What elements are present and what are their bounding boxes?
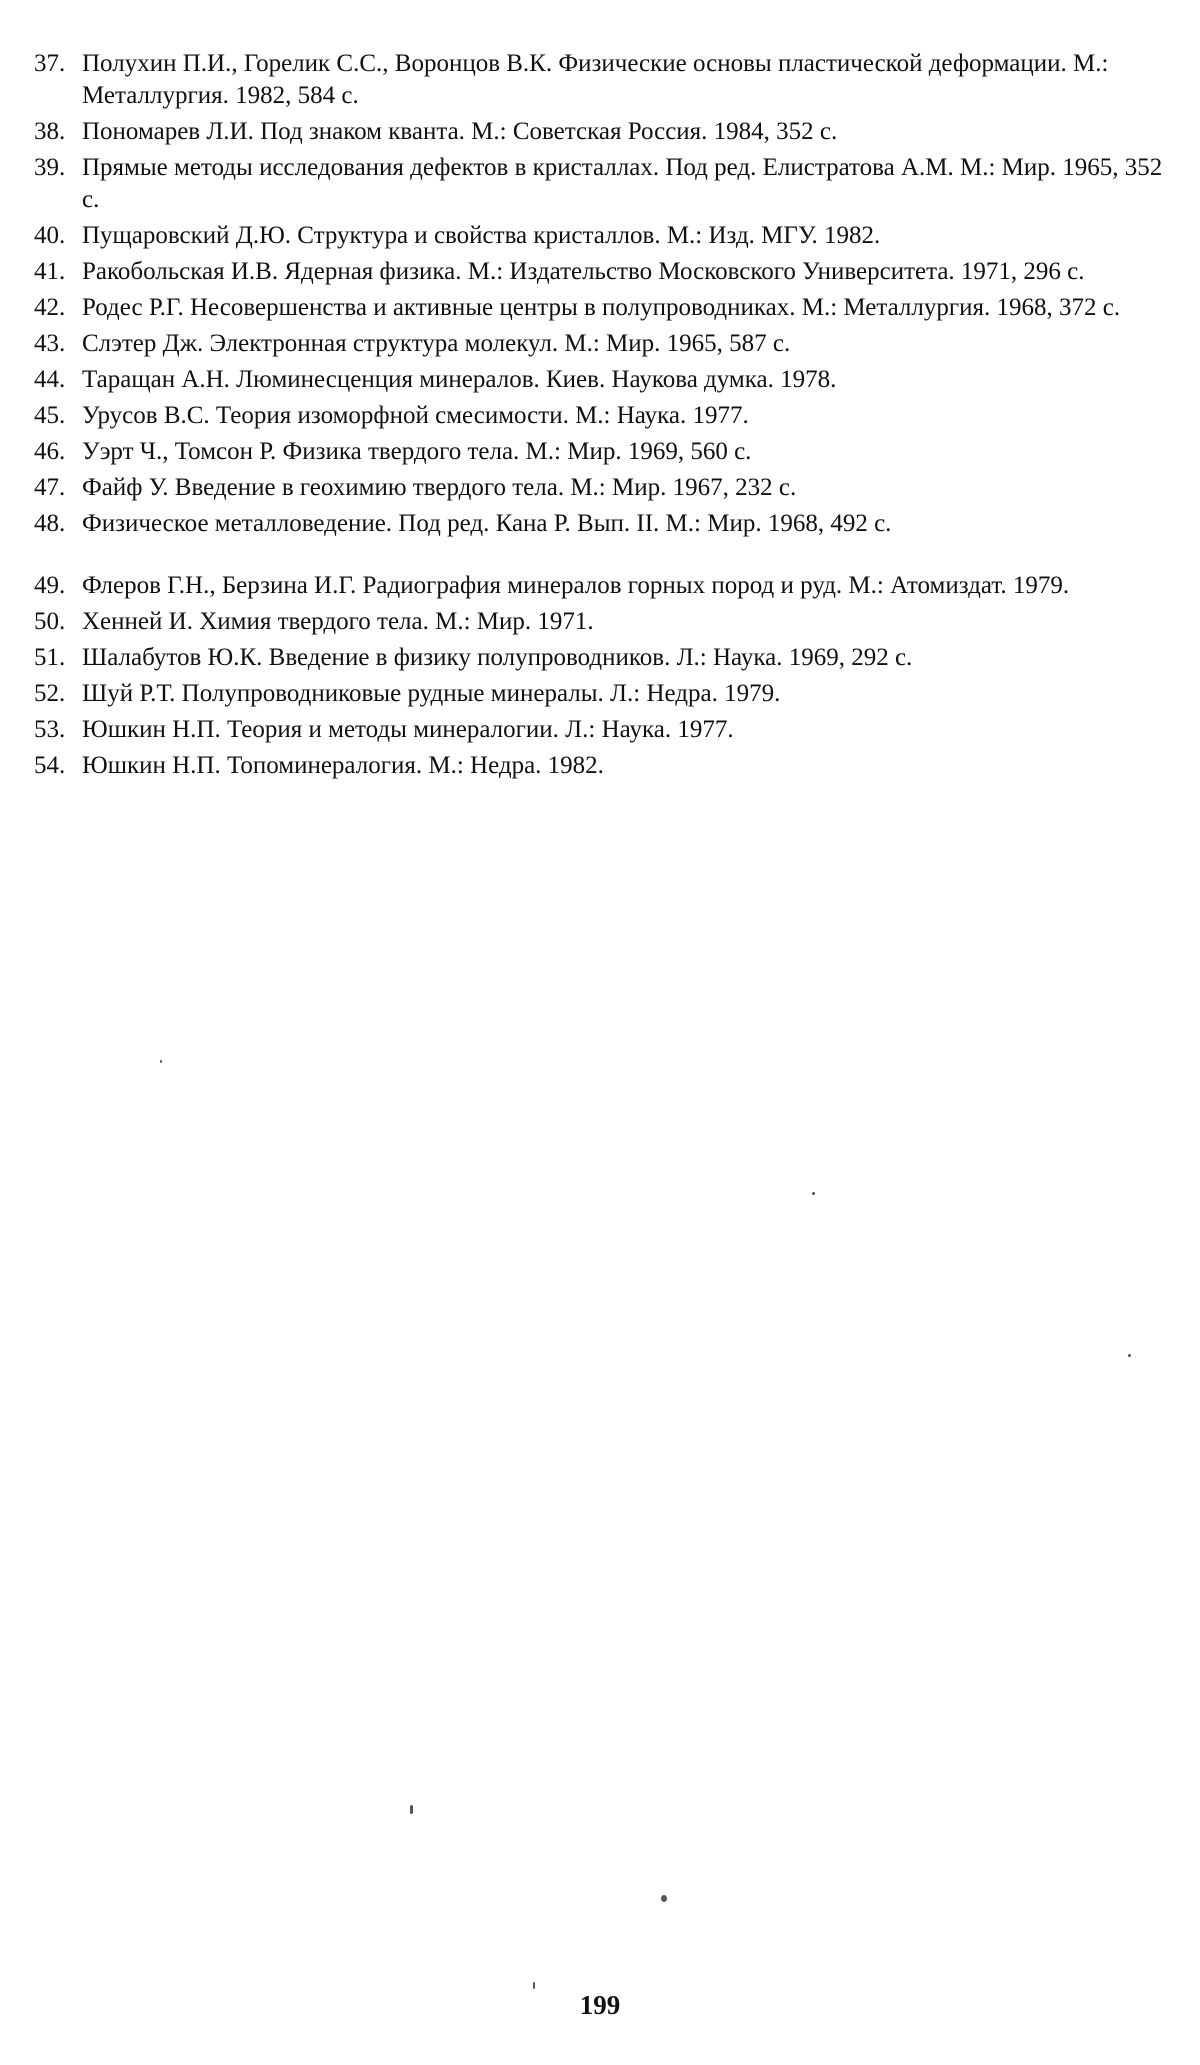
reference-item (34, 152, 1174, 216)
reference-item (34, 220, 1174, 252)
scan-speck (410, 1805, 413, 1814)
reference-number: 49. (34, 572, 66, 599)
reference-number: 45. (34, 402, 66, 429)
reference-item (34, 48, 1174, 112)
scan-speck (533, 1982, 535, 1989)
reference-item (34, 256, 1174, 288)
reference-number: 53. (34, 716, 66, 743)
reference-number: 41. (34, 258, 66, 285)
reference-number: 51. (34, 644, 66, 671)
reference-item (34, 328, 1174, 360)
reference-number: 39. (34, 154, 66, 181)
reference-item (34, 364, 1174, 396)
scan-speck (661, 1895, 667, 1902)
scan-speck (1128, 1354, 1131, 1357)
reference-text: Хенней И. Химия твердого тела. М.: Мир. 1971. (82, 608, 594, 635)
reference-item (34, 116, 1174, 148)
scan-speck (812, 1192, 815, 1195)
reference-item (34, 472, 1174, 504)
reference-item (34, 508, 1174, 540)
reference-number: 50. (34, 608, 66, 635)
reference-number: 44. (34, 366, 66, 393)
reference-text: Пономарев Л.И. Под знаком кванта. М.: Советская Россия. 1984, 352 с. (82, 118, 838, 145)
reference-text: Таращан А.Н. Люминесценция минералов. Киев. Наукова думка. 1978. (82, 366, 837, 393)
reference-text: Файф У. Введение в геохимию твердого тела. М.: Мир. 1967, 232 с. (82, 474, 797, 501)
list-gap (34, 544, 1174, 570)
reference-item (34, 292, 1174, 324)
reference-number: 47. (34, 474, 66, 501)
reference-item (34, 570, 1174, 602)
reference-item (34, 642, 1174, 674)
reference-text: Флеров Г.Н., Берзина И.Г. Радиография минералов горных пород и руд. М.: Атомиздат. 1979. (82, 572, 1070, 599)
reference-item (34, 714, 1174, 746)
reference-number: 43. (34, 330, 66, 357)
reference-number: 52. (34, 680, 66, 707)
reference-number: 48. (34, 510, 66, 537)
reference-text: Шалабутов Ю.К. Введение в физику полупроводников. Л.: Наука. 1969, 292 с. (82, 644, 913, 671)
reference-number: 42. (34, 294, 66, 321)
reference-text: Пущаровский Д.Ю. Структура и свойства кристаллов. М.: Изд. МГУ. 1982. (82, 222, 881, 249)
reference-text: Юшкин Н.П. Теория и методы минералогии. Л.: Наука. 1977. (82, 716, 734, 743)
reference-number: 46. (34, 438, 66, 465)
page-number: 199 (579, 1990, 621, 2020)
reference-text: Урусов В.С. Теория изоморфной смесимости. М.: Наука. 1977. (82, 402, 749, 429)
reference-text: Физическое металловедение. Под ред. Кана Р. Вып. II. М.: Мир. 1968, 492 с. (82, 510, 892, 537)
reference-text: Прямые методы исследования дефектов в кристаллах. Под ред. Елистратова А.М. М.: Мир. 1965, 352 с. (82, 154, 1163, 213)
reference-text: Ракобольская И.В. Ядерная физика. М.: Издательство Московского Университета. 1971, 296 с. (82, 258, 1085, 285)
reference-number: 37. (34, 50, 66, 77)
reference-item (34, 750, 1174, 782)
reference-text: Родес Р.Г. Несовершенства и активные центры в полупроводниках. М.: Металлургия. 1968, 372 с. (82, 294, 1121, 321)
reference-text: Юшкин Н.П. Топоминералогия. М.: Недра. 1982. (82, 752, 604, 779)
reference-text: Уэрт Ч., Томсон Р. Физика твердого тела. М.: Мир. 1969, 560 с. (82, 438, 752, 465)
reference-item (34, 436, 1174, 468)
reference-list (34, 48, 1174, 786)
reference-number: 38. (34, 118, 66, 145)
reference-text: Слэтер Дж. Электронная структура молекул. М.: Мир. 1965, 587 с. (82, 330, 791, 357)
reference-item (34, 400, 1174, 432)
reference-item (34, 606, 1174, 638)
reference-text: Шуй Р.Т. Полупроводниковые рудные минералы. Л.: Недра. 1979. (82, 680, 781, 707)
reference-item (34, 678, 1174, 710)
reference-number: 40. (34, 222, 66, 249)
reference-number: 54. (34, 752, 66, 779)
reference-text: Полухин П.И., Горелик С.С., Воронцов В.К. Физические основы пластической деформации. М.: Металлургия. 1982, 584 с. (82, 50, 1109, 109)
scan-speck (160, 1060, 162, 1063)
